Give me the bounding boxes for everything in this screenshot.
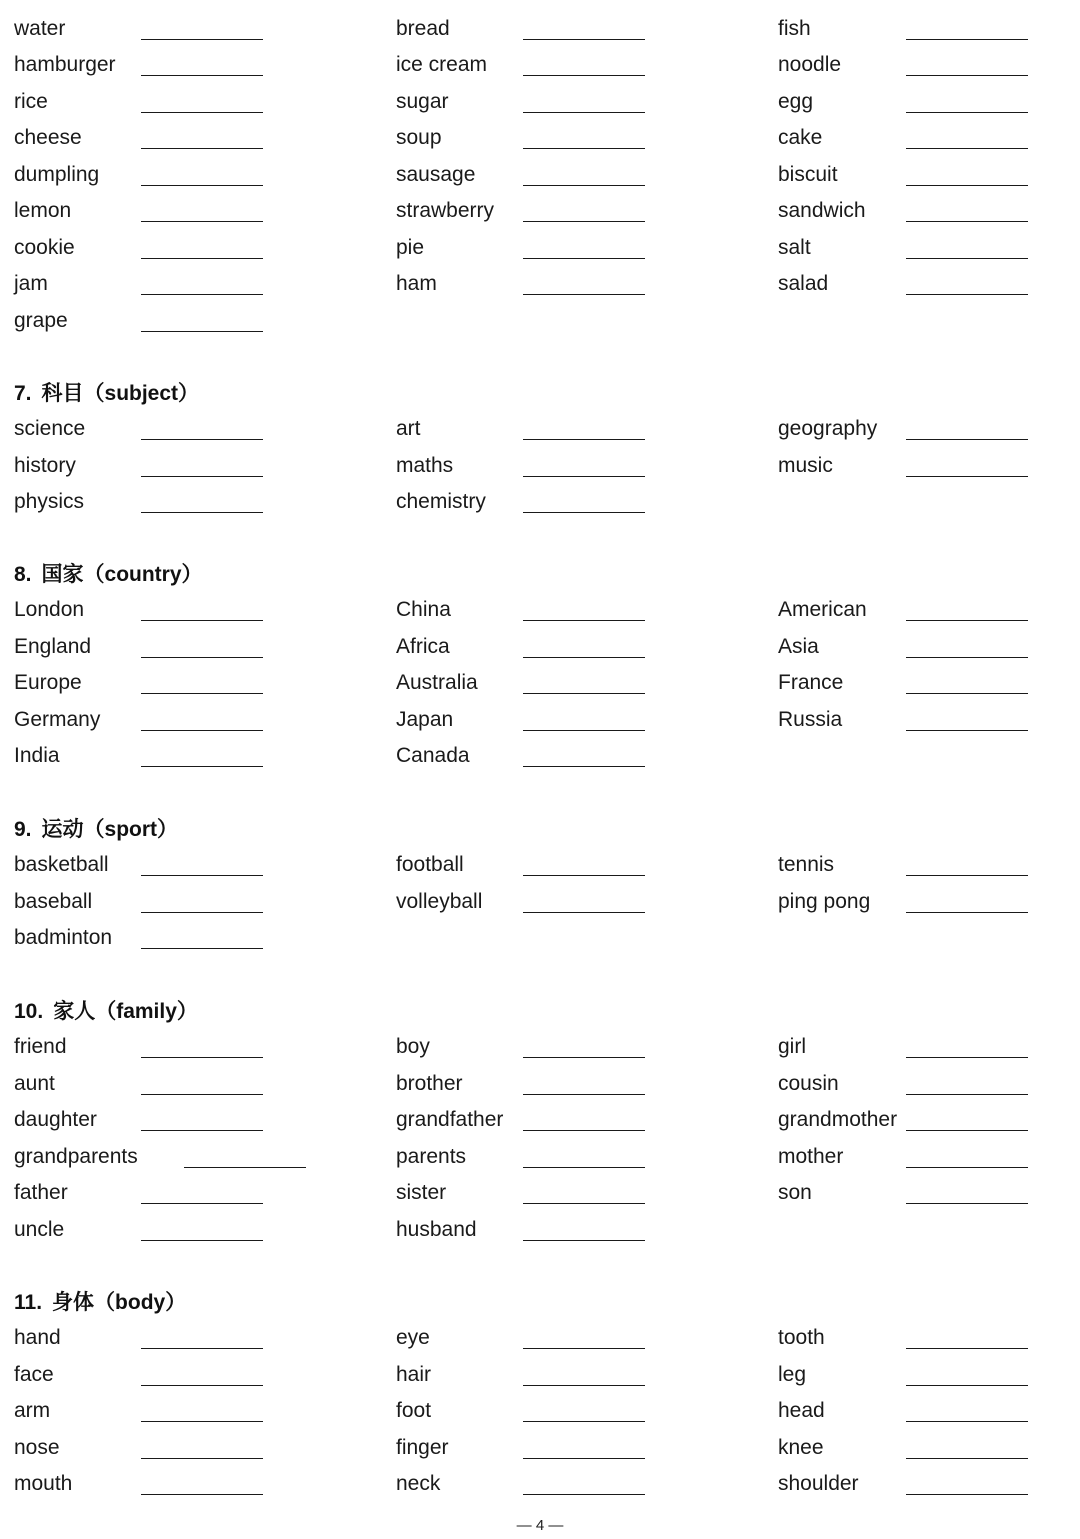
vocab-word: water [14,17,66,40]
answer-blank[interactable] [523,1240,645,1241]
section-number: 10. [14,1000,44,1023]
vocab-word: salt [778,235,811,259]
answer-blank[interactable] [141,1385,263,1386]
answer-blank[interactable] [141,912,263,913]
answer-blank[interactable] [523,476,645,477]
vocab-word: baseball [14,889,93,913]
vocab-row [0,14,1080,44]
answer-blank[interactable] [523,512,645,513]
vocab-row [0,1215,1080,1245]
vocab-word: boy [396,1035,430,1059]
vocab-row [0,923,1080,953]
answer-blank[interactable] [523,730,645,731]
answer-blank[interactable] [906,1094,1028,1095]
vocab-row [0,632,1080,662]
vocab-word: face [14,1362,54,1386]
vocab-row [0,123,1080,153]
answer-blank[interactable] [906,148,1028,149]
answer-blank[interactable] [141,766,263,767]
vocab-word: China [396,598,451,622]
answer-blank[interactable] [523,620,645,621]
answer-blank[interactable] [523,1458,645,1459]
vocab-word: tooth [778,1326,825,1350]
section-chinese-title: 运动 [41,817,84,841]
vocab-word: uncle [14,1217,65,1241]
section-english-title: （subject） [83,382,200,405]
answer-blank[interactable] [523,1057,645,1058]
answer-blank[interactable] [141,693,263,694]
answer-blank[interactable] [906,1458,1028,1459]
vocab-word: son [778,1181,812,1205]
vocab-word: hand [14,1326,61,1350]
vocab-word: girl [778,1035,807,1059]
answer-blank[interactable] [523,1348,645,1349]
vocab-word: egg [778,89,814,113]
answer-blank[interactable] [906,693,1028,694]
answer-blank[interactable] [906,1167,1028,1168]
vocab-word: foot [396,1399,432,1423]
answer-blank[interactable] [523,1094,645,1095]
section-english-title: （sport） [83,818,179,841]
answer-blank[interactable] [141,657,263,658]
answer-blank[interactable] [906,1057,1028,1058]
vocab-word: cookie [14,235,75,259]
answer-blank[interactable] [906,294,1028,295]
answer-blank[interactable] [523,1421,645,1422]
vocab-word: physics [14,490,85,514]
answer-blank[interactable] [523,185,645,186]
vocab-word: grandmother [778,1108,898,1132]
vocab-row [0,1396,1080,1426]
vocab-word: fish [778,17,811,40]
answer-blank[interactable] [906,185,1028,186]
vocab-row [0,887,1080,917]
vocab-word: badminton [14,926,113,950]
vocab-word: head [778,1399,825,1423]
answer-blank[interactable] [523,1167,645,1168]
vocab-word: nose [14,1435,60,1459]
answer-blank[interactable] [906,221,1028,222]
answer-blank[interactable] [523,221,645,222]
answer-blank[interactable] [906,730,1028,731]
vocab-word: Asia [778,634,819,658]
vocab-word: maths [396,453,454,477]
section-heading [14,559,203,590]
vocab-word: husband [396,1217,477,1241]
vocab-word: geography [778,417,878,441]
vocab-word: noodle [778,53,842,77]
answer-blank[interactable] [906,75,1028,76]
answer-blank[interactable] [141,294,263,295]
vocab-word: bread [396,17,450,40]
section-number: 11. [14,1291,43,1314]
vocab-word: aunt [14,1071,55,1095]
answer-blank[interactable] [906,620,1028,621]
vocab-word: friend [14,1035,67,1059]
answer-blank[interactable] [523,912,645,913]
vocab-row [0,850,1080,880]
answer-blank[interactable] [906,1348,1028,1349]
answer-blank[interactable] [523,1385,645,1386]
answer-blank[interactable] [141,221,263,222]
vocab-word: Russia [778,707,843,731]
section-heading [14,814,178,845]
answer-blank[interactable] [141,512,263,513]
vocab-word: rice [14,89,48,113]
answer-blank[interactable] [141,1130,263,1131]
vocab-word: salad [778,272,829,296]
section-chinese-title: 国家 [41,562,84,586]
answer-blank[interactable] [906,657,1028,658]
answer-blank[interactable] [141,331,263,332]
vocab-row [0,1142,1080,1172]
vocab-row [0,306,1080,336]
vocab-word: biscuit [778,162,838,186]
vocab-word: shoulder [778,1472,859,1496]
vocab-word: finger [396,1435,449,1459]
vocab-word: basketball [14,853,109,877]
vocab-word: soup [396,126,442,150]
vocab-word: hamburger [14,53,116,77]
vocab-row [0,269,1080,299]
vocab-row [0,1105,1080,1135]
vocab-word: sister [396,1181,447,1205]
page-number: — 4 — [516,1517,564,1534]
vocab-row [0,1069,1080,1099]
vocab-word: mouth [14,1472,73,1496]
answer-blank[interactable] [141,75,263,76]
vocab-row [0,705,1080,735]
vocab-row [0,668,1080,698]
answer-blank[interactable] [141,1421,263,1422]
section-number: 8. [14,563,32,586]
answer-blank[interactable] [523,1494,645,1495]
answer-blank[interactable] [906,1494,1028,1495]
vocab-row [0,1323,1080,1353]
answer-blank[interactable] [141,1094,263,1095]
vocab-word: Africa [396,634,450,658]
answer-blank[interactable] [523,1203,645,1204]
vocab-row [0,233,1080,263]
answer-blank[interactable] [906,476,1028,477]
answer-blank[interactable] [523,258,645,259]
vocab-word: grandparents [14,1144,138,1168]
vocab-word: football [396,853,464,877]
vocab-row [0,487,1080,517]
vocab-row [0,595,1080,625]
answer-blank[interactable] [141,148,263,149]
vocab-word: ping pong [778,889,871,913]
vocab-word: sugar [396,89,449,113]
answer-blank[interactable] [906,1203,1028,1204]
answer-blank[interactable] [906,258,1028,259]
vocab-word: eye [396,1326,430,1350]
section-heading [14,1287,186,1318]
vocab-word: parents [396,1144,467,1168]
answer-blank[interactable] [141,730,263,731]
answer-blank[interactable] [906,1421,1028,1422]
section-english-title: （body） [94,1291,187,1314]
section-number: 9. [14,818,32,841]
answer-blank[interactable] [141,476,263,477]
vocab-word: grandfather [396,1108,504,1132]
vocab-row [0,1360,1080,1390]
answer-blank[interactable] [141,39,263,40]
section-chinese-title: 家人 [53,999,96,1023]
answer-blank[interactable] [141,1057,263,1058]
vocab-word: mother [778,1144,844,1168]
answer-blank[interactable] [141,948,263,949]
answer-blank[interactable] [906,39,1028,40]
section-chinese-title: 身体 [52,1290,95,1314]
answer-blank[interactable] [523,439,645,440]
vocab-row [0,196,1080,226]
vocab-word: cheese [14,126,82,150]
vocab-row [0,451,1080,481]
answer-blank[interactable] [906,1130,1028,1131]
vocab-word: cake [778,126,823,150]
vocab-row [0,160,1080,190]
vocab-word: Europe [14,671,82,695]
vocab-word: arm [14,1399,51,1423]
vocab-word: American [778,598,867,622]
vocab-row [0,50,1080,80]
vocab-word: hair [396,1362,432,1386]
vocab-row [0,414,1080,444]
answer-blank[interactable] [141,875,263,876]
vocab-row [0,87,1080,117]
vocab-word: leg [778,1362,807,1386]
vocab-word: ham [396,272,437,296]
vocab-word: Germany [14,707,101,731]
answer-blank[interactable] [906,1385,1028,1386]
section-heading [14,378,199,409]
answer-blank[interactable] [141,1240,263,1241]
section-chinese-title: 科目 [41,381,84,405]
answer-blank[interactable] [906,875,1028,876]
answer-blank[interactable] [523,1130,645,1131]
vocab-word: pie [396,235,425,259]
answer-blank[interactable] [141,1203,263,1204]
answer-blank[interactable] [141,439,263,440]
vocab-word: ice cream [396,53,488,77]
answer-blank[interactable] [141,112,263,113]
vocab-word: sandwich [778,199,866,223]
vocab-word: tennis [778,853,835,877]
vocab-word: chemistry [396,490,486,514]
vocab-row [0,741,1080,771]
answer-blank[interactable] [141,185,263,186]
answer-blank[interactable] [523,766,645,767]
vocab-word: grape [14,308,68,332]
vocab-word: lemon [14,199,72,223]
vocab-word: England [14,634,92,658]
vocab-word: daughter [14,1108,97,1132]
answer-blank[interactable] [141,1458,263,1459]
answer-blank[interactable] [523,875,645,876]
vocab-word: jam [14,272,48,296]
answer-blank[interactable] [523,657,645,658]
vocab-word: history [14,453,76,477]
answer-blank[interactable] [906,439,1028,440]
vocab-word: London [14,598,85,622]
vocab-row [0,1469,1080,1499]
vocab-word: sausage [396,162,476,186]
answer-blank[interactable] [141,1494,263,1495]
vocab-word: art [396,417,421,441]
vocab-word: India [14,744,60,768]
vocab-word: music [778,453,833,477]
answer-blank[interactable] [906,912,1028,913]
vocab-word: France [778,671,844,695]
answer-blank[interactable] [523,112,645,113]
answer-blank[interactable] [523,693,645,694]
vocab-row [0,1032,1080,1062]
answer-blank[interactable] [141,258,263,259]
vocab-word: science [14,417,86,441]
answer-blank[interactable] [523,39,645,40]
vocab-word: Australia [396,671,478,695]
section-english-title: （country） [83,563,203,586]
vocab-word: Canada [396,744,470,768]
vocab-word: brother [396,1071,463,1095]
vocab-row [0,1433,1080,1463]
answer-blank[interactable] [523,294,645,295]
vocab-word: father [14,1181,68,1205]
answer-blank[interactable] [906,112,1028,113]
section-english-title: （family） [95,1000,198,1023]
answer-blank[interactable] [141,620,263,621]
vocab-row [0,1178,1080,1208]
section-heading [14,996,198,1027]
vocab-word: cousin [778,1071,839,1095]
answer-blank[interactable] [184,1167,306,1168]
vocab-word: knee [778,1435,824,1459]
vocab-word: neck [396,1472,441,1496]
vocab-word: dumpling [14,162,100,186]
answer-blank[interactable] [523,75,645,76]
section-number: 7. [14,382,32,405]
answer-blank[interactable] [141,1348,263,1349]
vocab-word: volleyball [396,889,483,913]
vocab-word: strawberry [396,199,495,223]
vocab-word: Japan [396,707,454,731]
answer-blank[interactable] [523,148,645,149]
